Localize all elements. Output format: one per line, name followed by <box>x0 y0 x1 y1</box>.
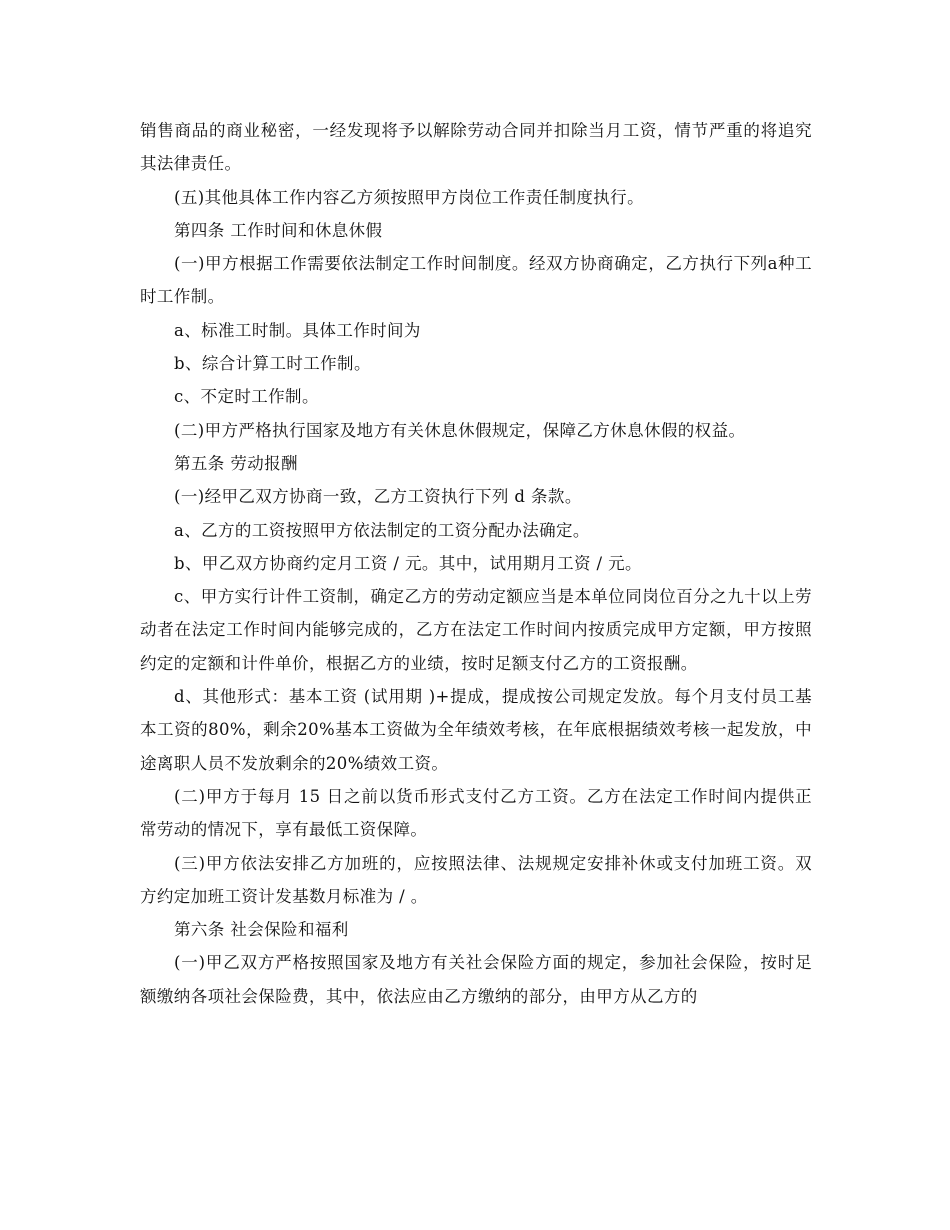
wage-item-c: c、甲方实行计件工资制，确定乙方的劳动定额应当是本单位同岗位百分之九十以上劳动者在法定工作时间内能够完成的，乙方在法定工作时间内按质完成甲方定额，甲方按照约定的定额和计件单价，根据乙方的业绩，按时足额支付乙方的工资报酬。 <box>140 587 812 673</box>
wage-item-b: b、甲乙双方协商约定月工资 / 元。其中，试用期月工资 / 元。 <box>174 553 642 573</box>
article-6-heading: 第六条 社会保险和福利 <box>174 920 349 940</box>
wage-item-d: d、其他形式：基本工资 (试用期 )+提成，提成按公司规定发放。每个月支付员工基本工资的80%，剩余20%基本工资做为全年绩效考核，在年底根据绩效考核一起发放，中途离职人员不发放剩余的20%绩效工资。 <box>140 687 812 773</box>
paragraph-article-6-clause-1: (一)甲乙双方严格按照国家及地方有关社会保险方面的规定，参加社会保险，按时足额缴纳各项社会保险费，其中，依法应由乙方缴纳的部分，由甲方从乙方的 <box>140 953 812 1006</box>
wage-item-a: a、乙方的工资按照甲方依法制定的工资分配办法确定。 <box>174 520 590 540</box>
list-item-b: b、综合计算工时工作制。 <box>174 354 371 374</box>
paragraph-article-5-clause-2: (二)甲方于每月 15 日之前以货币形式支付乙方工资。乙方在法定工作时间内提供正常劳动的情况下，享有最低工资保障。 <box>140 786 812 840</box>
paragraph-article-4-clause-1: (一)甲方根据工作需要依法制定工作时间制度。经双方协商确定，乙方执行下列a种工时工作制。 <box>140 254 812 307</box>
paragraph-continuation: 销售商品的商业秘密，一经发现将予以解除劳动合同并扣除当月工资，情节严重的将追究其法律责任。 <box>140 121 812 174</box>
document-body <box>140 114 812 1013</box>
article-5-heading: 第五条 劳动报酬 <box>174 453 298 473</box>
list-item-c: c、不定时工作制。 <box>174 387 319 407</box>
article-4-heading: 第四条 工作时间和休息休假 <box>174 220 383 240</box>
paragraph-clause-5: (五)其他具体工作内容乙方须按照甲方岗位工作责任制度执行。 <box>174 187 644 207</box>
paragraph-article-4-clause-2: (二)甲方严格执行国家及地方有关休息休假规定，保障乙方休息休假的权益。 <box>174 420 746 440</box>
paragraph-article-5-clause-1: (一)经甲乙双方协商一致，乙方工资执行下列 d 条款。 <box>174 487 582 507</box>
paragraph-article-5-clause-3: (三)甲方依法安排乙方加班的，应按照法律、法规规定安排补休或支付加班工资。双方约定加班工资计发基数月标准为 / 。 <box>140 853 812 906</box>
list-item-a: a、标准工时制。具体工作时间为 <box>174 320 421 340</box>
